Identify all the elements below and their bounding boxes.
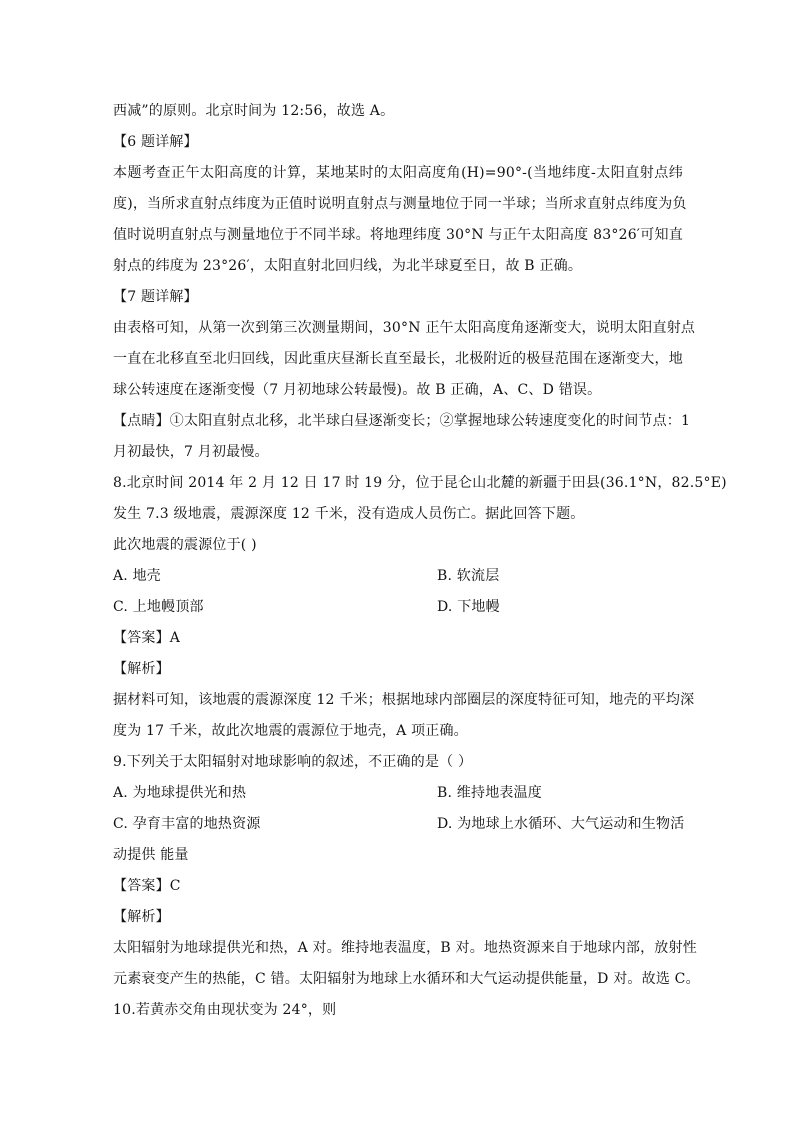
tip-line: 【点睛】①太阳直射点北移，北半球白昼逐渐变长；②掌握地球公转速度变化的时间节点：1 — [113, 413, 691, 429]
text-line: 值时说明直射点与测量地位于不同半球。将地理纬度 30°N 与正午太阳高度 83°26′可知直 — [113, 227, 683, 243]
question-8-stem: 发生 7.3 级地震，震源深度 12 千米，没有造成人员伤亡。据此回答下题。 — [113, 506, 585, 522]
text-line: 西减”的原则。北京时间为 12:56，故选 A。 — [113, 103, 395, 119]
question-9-stem: 9.下列关于太阳辐射对地球影响的叙述，不正确的是（ ） — [113, 754, 473, 770]
option-row — [113, 783, 683, 803]
analysis-text: 据材料可知，该地震的震源深度 12 千米；根据地球内部圈层的深度特征可知，地壳的平均深 — [113, 692, 695, 708]
section-heading-q7: 【7 题详解】 — [113, 289, 198, 305]
option-b: B. 维持地表温度 — [437, 785, 542, 801]
answer-label: 【答案】C — [113, 878, 181, 894]
answer-label: 【答案】A — [113, 630, 181, 646]
option-c: C. 上地幔顶部 — [113, 599, 204, 615]
text-line: 球公转速度在逐渐变慢（7 月初地球公转最慢)。故 B 正确，A、C、D 错误。 — [113, 382, 602, 398]
option-c: C. 孕育丰富的地热资源 — [113, 816, 261, 832]
option-d-continued: 动提供 能量 — [113, 847, 189, 863]
option-d: D. 下地幔 — [437, 599, 500, 615]
text-line: 本题考查正午太阳高度的计算，某地某时的太阳高度角(H)=90°-(当地纬度-太阳直射点纬 — [113, 165, 683, 181]
analysis-text: 元素衰变产生的热能，C 错。太阳辐射为地球上水循环和大气运动提供能量，D 对。故选 C。 — [113, 971, 700, 987]
analysis-label: 【解析】 — [113, 661, 170, 677]
option-d: D. 为地球上水循环、大气运动和生物活 — [437, 816, 685, 832]
option-row — [113, 566, 683, 586]
text-line: 由表格可知，从第一次到第三次测量期间，30°N 正午太阳高度角逐渐变大，说明太阳直射点 — [113, 320, 696, 336]
option-a: A. 为地球提供光和热 — [113, 785, 247, 801]
text-line: 射点的纬度为 23°26′，太阳直射北回归线，为北半球夏至日，故 B 正确。 — [113, 258, 583, 274]
question-8-prompt: 此次地震的震源位于( ) — [113, 537, 257, 553]
option-row — [113, 597, 683, 617]
option-a: A. 地壳 — [113, 568, 162, 584]
question-10-stem: 10.若黄赤交角由现状变为 24°，则 — [113, 1002, 337, 1018]
option-row — [113, 814, 683, 834]
analysis-label: 【解析】 — [113, 909, 170, 925]
question-8-stem: 8.北京时间 2014 年 2 月 12 日 17 时 19 分，位于昆仑山北麓的新疆于田县(36.1°N，82.5°E) — [113, 475, 727, 491]
tip-line: 月初最快，7 月初最慢。 — [113, 444, 269, 460]
text-line: 度)，当所求直射点纬度为正值时说明直射点与测量地位于同一半球；当所求直射点纬度为负 — [113, 196, 687, 212]
analysis-text: 太阳辐射为地球提供光和热，A 对。维持地表温度，B 对。地热资源来自于地球内部，放射性 — [113, 940, 697, 956]
analysis-text: 度为 17 千米，故此次地震的震源位于地壳，A 项正确。 — [113, 723, 468, 739]
section-heading-q6: 【6 题详解】 — [113, 134, 198, 150]
text-line: 一直在北移直至北归回线，因此重庆昼渐长直至最长，北极附近的极昼范围在逐渐变大，地 — [113, 351, 683, 367]
option-b: B. 软流层 — [437, 568, 500, 584]
